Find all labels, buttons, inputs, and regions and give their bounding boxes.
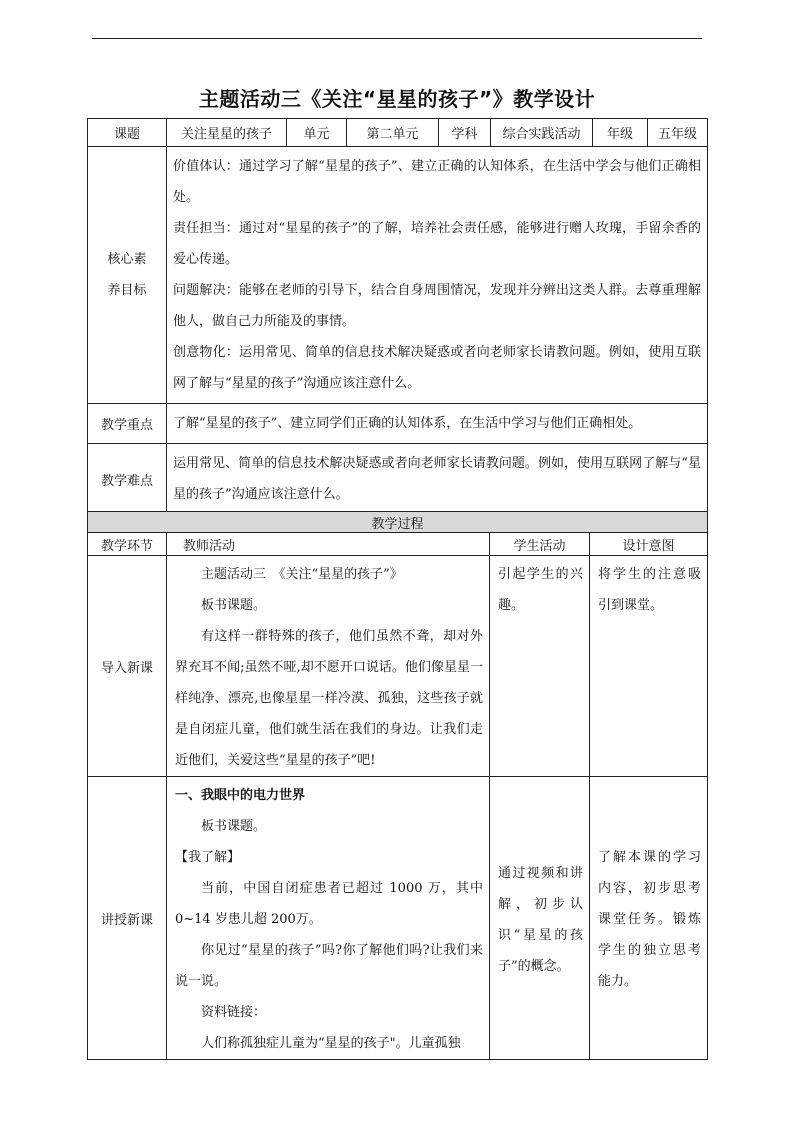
col-teacher-header: 教师活动 (167, 533, 490, 556)
difficult-point-label: 教学难点 (88, 444, 167, 515)
process-table (87, 511, 708, 1060)
lesson-line: 你见过“星星的孩子”吗?你了解他们吗?让我们来说一说。 (175, 943, 483, 989)
unit-value: 第二单元 (347, 119, 439, 147)
grade-value: 五年级 (648, 119, 708, 147)
difficult-point-row (88, 444, 708, 515)
intro-teacher-activity (167, 556, 490, 777)
lesson-line: 人们称孤独症儿童为“星星的孩子"。儿童孤独 (201, 1036, 461, 1051)
lesson-line: 【我了解】 (175, 850, 241, 865)
intro-line: 主题活动三 《关注“星星的孩子”》 (201, 567, 403, 582)
info-table (87, 118, 708, 515)
core-paragraph: 创意物化：运用常见、简单的信息技术解决疑惑或者向老师家长请教问题。例如，使用互联网了解与“星星的孩子”沟通应该注意什么。 (173, 345, 701, 391)
new-lesson-stage: 讲授新课 (88, 777, 167, 1060)
lesson-line: 资料链接： (201, 1005, 267, 1020)
intro-line: 有这样一群特殊的孩子，他们虽然不聋，却对外界充耳不闻;虽然不哑,却不愿开口说话。他们像星星一样纯净、漂亮,也像星星一样冷漠、孤独，这些孩子就是自闭症儿童，他们就生活在我们的身边。让我们走近他们，关爱这些“星星的孩子”吧! (175, 629, 483, 768)
new-lesson-student-activity: 通过视频和讲解，初步认识“星星的孩子”的概念。 (490, 777, 590, 1060)
key-point-row (88, 404, 708, 444)
header-rule (92, 38, 702, 39)
process-header-row (88, 512, 708, 533)
info-row (88, 119, 708, 147)
subject-value: 综合实践活动 (491, 119, 593, 147)
lesson-line: 板书课题。 (201, 819, 267, 834)
core-label-line1: 核心素 (107, 252, 147, 267)
intro-student-activity: 引起学生的兴趣。 (490, 556, 590, 777)
new-lesson-teacher-activity (167, 777, 490, 1060)
core-label-line2: 养目标 (107, 283, 147, 298)
core-goals-content (167, 147, 708, 404)
document-title: 主题活动三《关注“星星的孩子”》教学设计 (198, 87, 596, 111)
intro-row (88, 556, 708, 777)
new-lesson-row (88, 777, 708, 1060)
core-goals-label (88, 147, 167, 404)
unit-label: 单元 (287, 119, 347, 147)
grade-label: 年级 (593, 119, 648, 147)
new-lesson-design-intent: 了解本课的学习内容，初步思考课堂任务。锻炼学生的独立思考能力。 (590, 777, 708, 1060)
section-title: 一、我眼中的电力世界 (175, 788, 306, 803)
col-intent-header: 设计意图 (590, 533, 708, 556)
column-header-row (88, 533, 708, 556)
col-student-header: 学生活动 (490, 533, 590, 556)
core-paragraph: 价值体认：通过学习了解“星星的孩子”、建立正确的认知体系，在生活中学会与他们正确相处。 (173, 159, 701, 205)
intro-design-intent: 将学生的注意吸引到课堂。 (590, 556, 708, 777)
key-point-text: 了解“星星的孩子”、建立同学们正确的认知体系，在生活中学习与他们正确相处。 (167, 404, 708, 444)
core-goals-row (88, 147, 708, 404)
intro-line: 板书课题。 (201, 598, 267, 613)
intro-stage: 导入新课 (88, 556, 167, 777)
course-label: 课题 (88, 119, 167, 147)
course-value: 关注星星的孩子 (167, 119, 287, 147)
core-paragraph: 问题解决：能够在老师的引导下，结合自身周围情况，发现并分辨出这类人群。去尊重理解他人，做自己力所能及的事情。 (173, 283, 701, 329)
process-header: 教学过程 (88, 512, 708, 533)
core-paragraph: 责任担当：通过对“星星的孩子”的了解，培养社会责任感，能够进行赠人玫瑰，手留余香的爱心传递。 (173, 221, 701, 267)
difficult-point-text: 运用常见、简单的信息技术解决疑惑或者向老师家长请教问题。例如，使用互联网了解与“星星的孩子”沟通应该注意什么。 (167, 444, 708, 515)
lesson-line: 当前，中国自闭症患者已超过 1000 万，其中 0~14 岁患儿超 200万。 (175, 881, 483, 927)
key-point-label: 教学重点 (88, 404, 167, 444)
col-stage-header: 教学环节 (88, 533, 167, 556)
subject-label: 学科 (439, 119, 491, 147)
